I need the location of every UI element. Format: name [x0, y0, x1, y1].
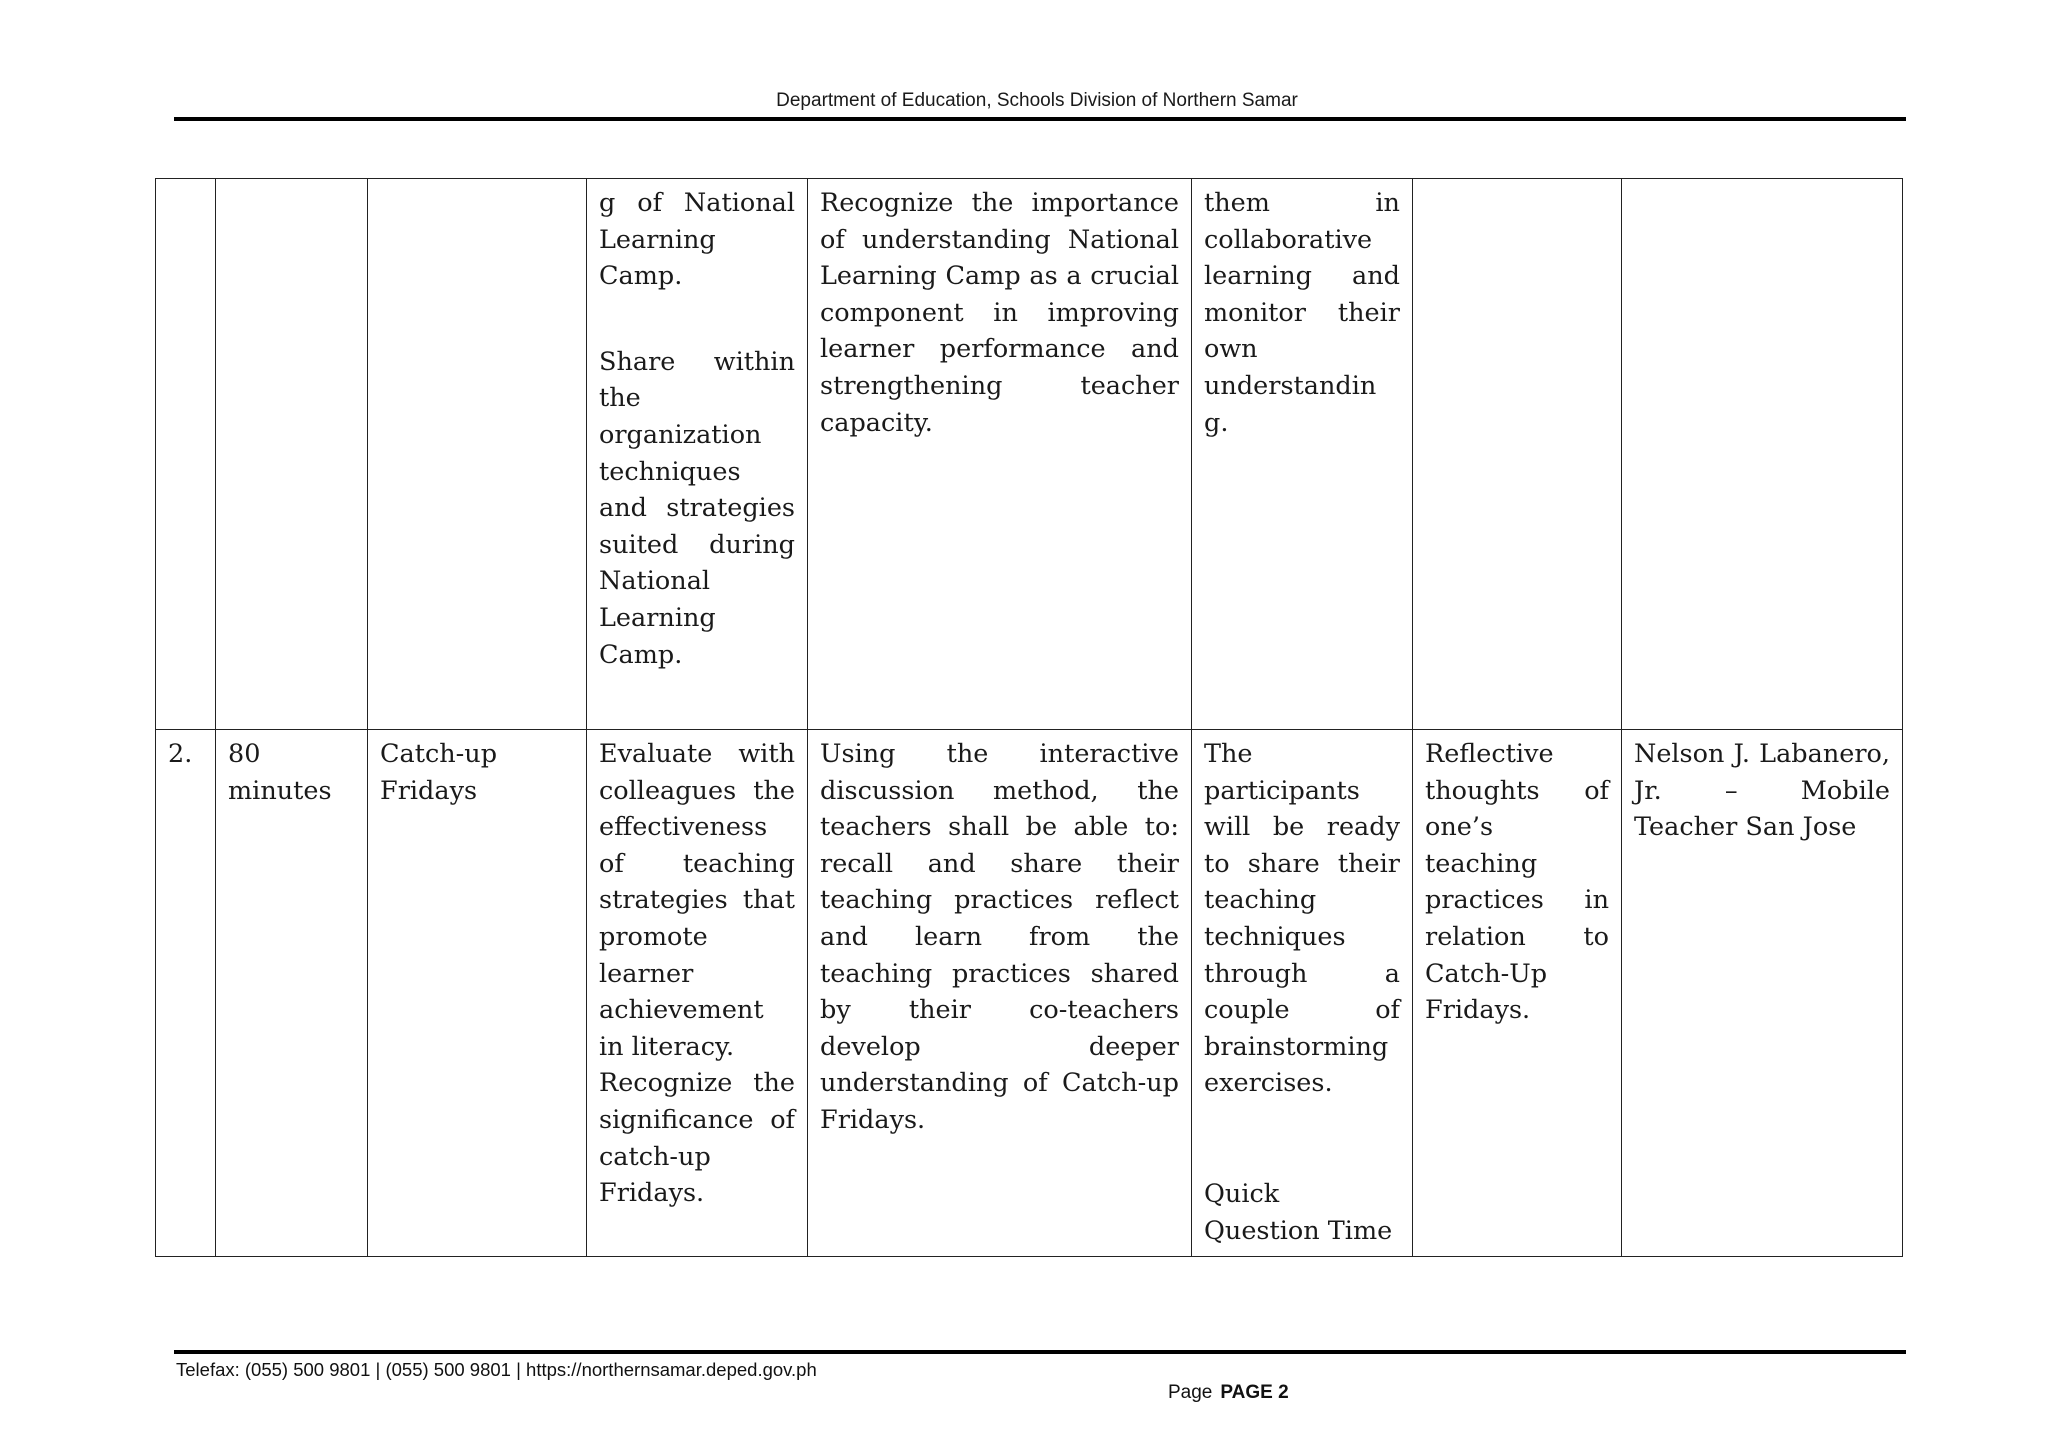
objectives-text: g of National Learning Camp.	[599, 188, 795, 292]
cell-duration	[216, 179, 368, 730]
cell-activity	[808, 179, 1192, 730]
document-header: Department of Education, Schools Division of Northern Samar	[776, 90, 1298, 111]
footer-contact: Telefax: (055) 500 9801 | (055) 500 9801 | https://northernsamar.deped.gov.ph	[176, 1359, 817, 1380]
header-rule	[174, 117, 1906, 121]
cell-outcome	[1192, 179, 1413, 730]
cell-topic: Catch-up Fridays	[368, 730, 587, 1257]
objectives-text: Share within the organization techniques and strategies suited during National Learning Camp.	[599, 346, 795, 670]
objectives-text: Recognize the significance of catch-up Fridays.	[599, 1068, 795, 1209]
cell-topic	[368, 179, 587, 730]
facilitator-text: Nelson J. Labanero, Jr. – Mobile Teacher San Jose	[1634, 739, 1890, 843]
session-plan-table	[155, 178, 1903, 1257]
table-row	[156, 730, 1903, 1257]
cell-number	[156, 179, 216, 730]
cell-outcome	[1192, 730, 1413, 1257]
cell-objectives	[587, 179, 808, 730]
cell-facilitator	[1622, 730, 1903, 1257]
cell-activity	[808, 730, 1192, 1257]
page-number: PAGE 2	[1220, 1382, 1289, 1403]
page-label: Page	[1168, 1382, 1213, 1403]
activity-text: Using the interactive discussion method, the teachers shall be able to: recall and share their teaching practices reflect and learn from the teaching practices shared by their co-teachers develop deeper understanding of Catch-up Fridays.	[820, 739, 1179, 1135]
page-indicator	[1168, 1382, 1289, 1404]
cell-evidence	[1413, 730, 1622, 1257]
objectives-text: Evaluate with colleagues the effectiveness of teaching strategies that promote learner achievement in literacy.	[599, 739, 795, 1062]
cell-evidence	[1413, 179, 1622, 730]
table-row	[156, 179, 1903, 730]
cell-duration: 80 minutes	[216, 730, 368, 1257]
activity-text: Recognize the importance of understanding National Learning Camp as a crucial component in improving learner performance and strengthening teacher capacity.	[820, 188, 1179, 438]
cell-objectives	[587, 730, 808, 1257]
outcome-text: them in collaborative learning and monitor their own understandin g.	[1204, 188, 1400, 438]
outcome-text: The participants will be ready to share their teaching techniques through a couple of brainstorming exercises.	[1204, 739, 1400, 1099]
evidence-text: Reflective thoughts of one’s teaching practices in relation to Catch-Up Fridays.	[1425, 739, 1609, 1026]
footer-rule	[174, 1350, 1906, 1354]
cell-facilitator	[1622, 179, 1903, 730]
cell-number: 2.	[156, 730, 216, 1257]
outcome-text: Quick Question Time	[1204, 1178, 1393, 1246]
